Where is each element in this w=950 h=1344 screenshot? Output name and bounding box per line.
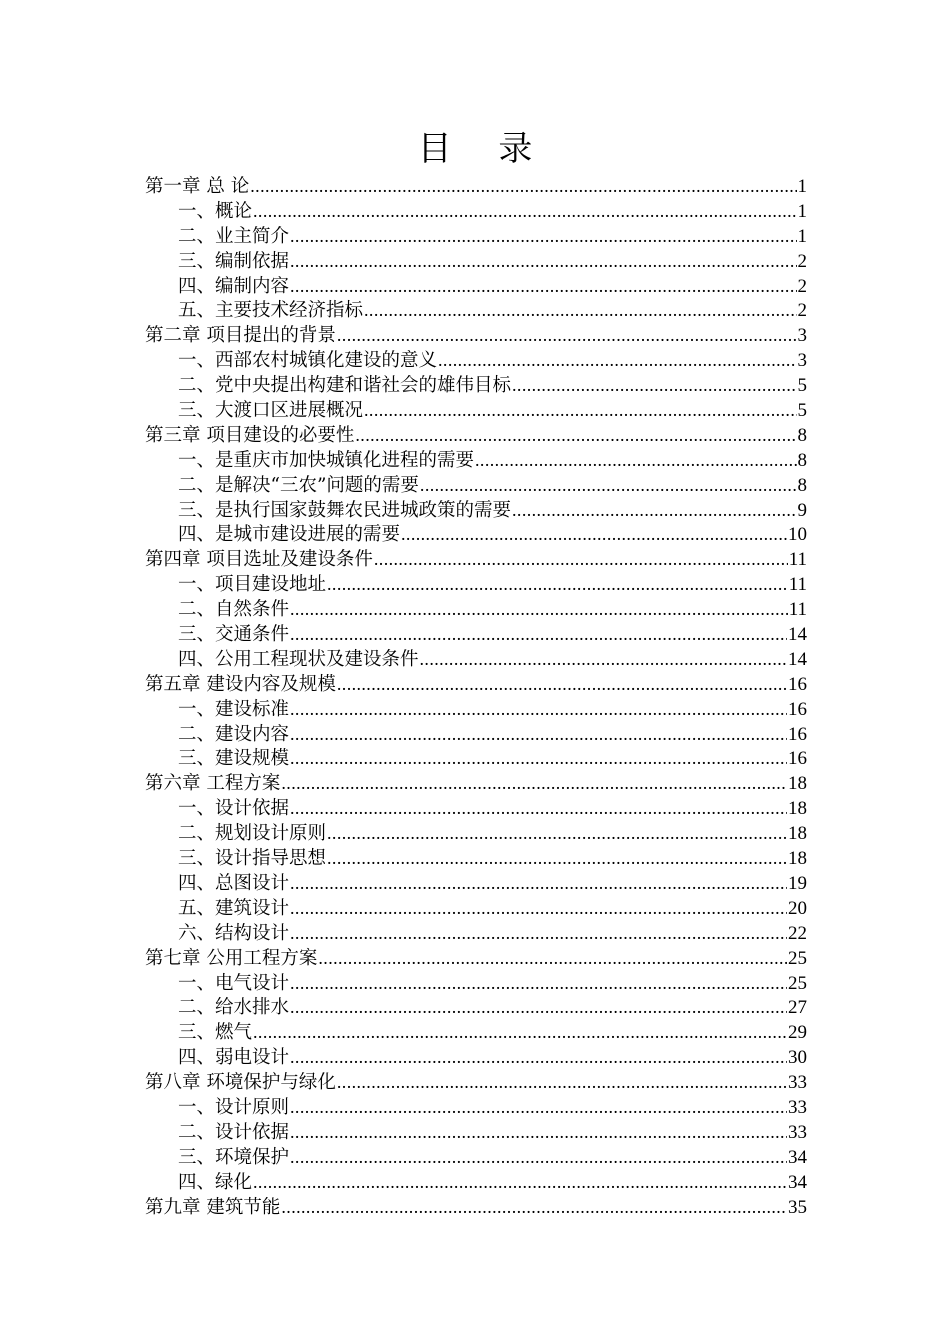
dot-leader bbox=[290, 1120, 787, 1145]
toc-entry-page-number: 8 bbox=[797, 474, 807, 496]
table-of-contents bbox=[145, 174, 807, 1219]
toc-entry-label: 一、项目建设地址 bbox=[178, 574, 327, 596]
dot-leader bbox=[318, 946, 787, 971]
toc-entry-label: 三、交通条件 bbox=[178, 624, 290, 646]
toc-chapter-entry[interactable] bbox=[145, 672, 807, 697]
toc-entry-label: 二、建设内容 bbox=[178, 723, 290, 745]
dot-leader bbox=[512, 373, 796, 398]
toc-entry-page-number: 33 bbox=[788, 1072, 807, 1094]
toc-chapter-entry[interactable] bbox=[145, 946, 807, 971]
toc-entry-label: 四、绿化 bbox=[178, 1171, 253, 1193]
dot-leader bbox=[420, 647, 787, 672]
toc-entry-page-number: 2 bbox=[797, 300, 807, 322]
toc-section-entry[interactable] bbox=[145, 896, 807, 921]
toc-section-entry[interactable] bbox=[145, 522, 807, 547]
toc-entry-label: 二、设计依据 bbox=[178, 1121, 290, 1143]
toc-entry-label: 一、建设标准 bbox=[178, 698, 290, 720]
toc-entry-page-number: 11 bbox=[788, 599, 807, 621]
dot-leader bbox=[290, 249, 796, 274]
toc-entry-page-number: 18 bbox=[788, 823, 807, 845]
toc-entry-page-number: 9 bbox=[797, 499, 807, 521]
toc-section-entry[interactable] bbox=[145, 921, 807, 946]
toc-entry-label: 三、编制依据 bbox=[178, 250, 290, 272]
toc-section-entry[interactable] bbox=[145, 448, 807, 473]
toc-section-entry[interactable] bbox=[145, 274, 807, 299]
dot-leader bbox=[337, 323, 797, 348]
toc-entry-label: 四、编制内容 bbox=[178, 275, 290, 297]
toc-entry-page-number: 14 bbox=[788, 624, 807, 646]
toc-entry-page-number: 33 bbox=[788, 1121, 807, 1143]
toc-section-entry[interactable] bbox=[145, 224, 807, 249]
toc-entry-page-number: 16 bbox=[788, 698, 807, 720]
toc-entry-label: 第五章 建设内容及规模 bbox=[145, 673, 336, 695]
toc-entry-label: 六、结构设计 bbox=[178, 922, 290, 944]
toc-entry-page-number: 11 bbox=[788, 549, 807, 571]
toc-entry-page-number: 16 bbox=[788, 748, 807, 770]
dot-leader bbox=[374, 547, 788, 572]
dot-leader bbox=[438, 348, 796, 373]
toc-entry-label: 第九章 建筑节能 bbox=[145, 1196, 281, 1218]
toc-entry-page-number: 25 bbox=[788, 972, 807, 994]
toc-entry-page-number: 5 bbox=[797, 400, 807, 422]
toc-entry-page-number: 27 bbox=[788, 997, 807, 1019]
dot-leader bbox=[337, 1070, 787, 1095]
toc-entry-page-number: 11 bbox=[788, 574, 807, 596]
toc-entry-page-number: 34 bbox=[788, 1146, 807, 1168]
toc-entry-label: 三、是执行国家鼓舞农民进城政策的需要 bbox=[178, 499, 512, 521]
dot-leader bbox=[281, 771, 787, 796]
dot-leader bbox=[290, 796, 787, 821]
toc-entry-page-number: 1 bbox=[797, 176, 807, 197]
toc-section-entry[interactable] bbox=[145, 398, 807, 423]
dot-leader bbox=[512, 498, 796, 523]
toc-entry-label: 第四章 项目选址及建设条件 bbox=[145, 549, 373, 571]
toc-entry-label: 四、公用工程现状及建设条件 bbox=[178, 648, 419, 670]
toc-section-entry[interactable] bbox=[145, 373, 807, 398]
toc-entry-label: 三、建设规模 bbox=[178, 748, 290, 770]
toc-chapter-entry[interactable] bbox=[145, 174, 807, 199]
toc-chapter-entry[interactable] bbox=[145, 1070, 807, 1095]
dot-leader bbox=[250, 174, 796, 199]
toc-entry-page-number: 10 bbox=[788, 524, 807, 546]
toc-entry-page-number: 5 bbox=[797, 375, 807, 397]
toc-entry-label: 第三章 项目建设的必要性 bbox=[145, 424, 355, 446]
toc-entry-label: 二、业主简介 bbox=[178, 225, 290, 247]
dot-leader bbox=[364, 398, 796, 423]
toc-entry-page-number: 34 bbox=[788, 1171, 807, 1193]
toc-section-entry[interactable] bbox=[145, 597, 807, 622]
toc-entry-label: 第六章 工程方案 bbox=[145, 773, 281, 795]
toc-section-entry[interactable] bbox=[145, 846, 807, 871]
dot-leader bbox=[290, 1095, 787, 1120]
toc-section-entry[interactable] bbox=[145, 622, 807, 647]
toc-entry-label: 二、是解决“三农”问题的需要 bbox=[178, 474, 419, 496]
toc-entry-page-number: 22 bbox=[788, 922, 807, 944]
dot-leader bbox=[253, 199, 796, 224]
dot-leader bbox=[290, 995, 787, 1020]
toc-entry-label: 三、环境保护 bbox=[178, 1146, 290, 1168]
toc-entry-label: 一、是重庆市加快城镇化进程的需要 bbox=[178, 449, 475, 471]
toc-entry-label: 一、西部农村城镇化建设的意义 bbox=[178, 350, 438, 372]
toc-section-entry[interactable] bbox=[145, 1095, 807, 1120]
toc-entry-label: 一、电气设计 bbox=[178, 972, 290, 994]
toc-entry-page-number: 8 bbox=[797, 424, 807, 446]
toc-section-entry[interactable] bbox=[145, 1170, 807, 1195]
toc-entry-label: 三、燃气 bbox=[178, 1022, 253, 1044]
toc-section-entry[interactable] bbox=[145, 746, 807, 771]
toc-entry-page-number: 20 bbox=[788, 897, 807, 919]
dot-leader bbox=[290, 722, 787, 747]
toc-entry-page-number: 33 bbox=[788, 1096, 807, 1118]
toc-entry-page-number: 18 bbox=[788, 773, 807, 795]
toc-entry-page-number: 16 bbox=[788, 723, 807, 745]
toc-section-entry[interactable] bbox=[145, 971, 807, 996]
dot-leader bbox=[290, 697, 787, 722]
dot-leader bbox=[290, 274, 796, 299]
toc-entry-label: 四、弱电设计 bbox=[178, 1047, 290, 1069]
dot-leader bbox=[290, 921, 787, 946]
dot-leader bbox=[290, 224, 796, 249]
toc-section-entry[interactable] bbox=[145, 498, 807, 523]
toc-section-entry[interactable] bbox=[145, 647, 807, 672]
toc-section-entry[interactable] bbox=[145, 1045, 807, 1070]
toc-entry-label: 四、是城市建设进展的需要 bbox=[178, 524, 401, 546]
dot-leader bbox=[401, 522, 787, 547]
toc-section-entry[interactable] bbox=[145, 697, 807, 722]
dot-leader bbox=[290, 971, 787, 996]
toc-entry-label: 四、总图设计 bbox=[178, 872, 290, 894]
toc-entry-page-number: 19 bbox=[788, 872, 807, 894]
dot-leader bbox=[290, 896, 787, 921]
dot-leader bbox=[253, 1170, 787, 1195]
toc-section-entry[interactable] bbox=[145, 199, 807, 224]
toc-entry-page-number: 16 bbox=[788, 673, 807, 695]
toc-entry-page-number: 2 bbox=[797, 275, 807, 297]
toc-section-entry[interactable] bbox=[145, 1020, 807, 1045]
toc-section-entry[interactable] bbox=[145, 1145, 807, 1170]
toc-chapter-entry[interactable] bbox=[145, 1195, 807, 1220]
toc-chapter-entry[interactable] bbox=[145, 547, 807, 572]
toc-chapter-entry[interactable] bbox=[145, 771, 807, 796]
toc-entry-page-number: 3 bbox=[797, 350, 807, 372]
toc-chapter-entry[interactable] bbox=[145, 423, 807, 448]
toc-entry-label: 第七章 公用工程方案 bbox=[145, 947, 318, 969]
dot-leader bbox=[290, 597, 788, 622]
toc-entry-label: 二、党中央提出构建和谐社会的雄伟目标 bbox=[178, 375, 512, 397]
dot-leader bbox=[290, 1145, 787, 1170]
dot-leader bbox=[355, 423, 796, 448]
dot-leader bbox=[337, 672, 787, 697]
toc-entry-page-number: 18 bbox=[788, 798, 807, 820]
toc-entry-label: 第二章 项目提出的背景 bbox=[145, 325, 336, 347]
toc-section-entry[interactable] bbox=[145, 821, 807, 846]
toc-entry-label: 三、设计指导思想 bbox=[178, 848, 327, 870]
toc-entry-label: 第一章 总 论 bbox=[145, 176, 250, 197]
toc-entry-label: 五、建筑设计 bbox=[178, 897, 290, 919]
toc-title: 目 录 bbox=[417, 129, 551, 169]
toc-entry-label: 二、规划设计原则 bbox=[178, 823, 327, 845]
toc-entry-page-number: 1 bbox=[797, 200, 807, 222]
toc-section-entry[interactable] bbox=[145, 473, 807, 498]
toc-section-entry[interactable] bbox=[145, 1120, 807, 1145]
toc-section-entry[interactable] bbox=[145, 298, 807, 323]
toc-entry-label: 一、概论 bbox=[178, 200, 253, 222]
dot-leader bbox=[327, 572, 788, 597]
dot-leader bbox=[290, 746, 787, 771]
toc-section-entry[interactable] bbox=[145, 722, 807, 747]
dot-leader bbox=[420, 473, 797, 498]
dot-leader bbox=[327, 846, 787, 871]
dot-leader bbox=[290, 622, 787, 647]
toc-entry-page-number: 2 bbox=[797, 250, 807, 272]
toc-section-entry[interactable] bbox=[145, 572, 807, 597]
toc-entry-page-number: 3 bbox=[797, 325, 807, 347]
toc-entry-label: 三、大渡口区进展概况 bbox=[178, 400, 364, 422]
toc-chapter-entry[interactable] bbox=[145, 323, 807, 348]
toc-entry-page-number: 18 bbox=[788, 848, 807, 870]
toc-entry-label: 一、设计依据 bbox=[178, 798, 290, 820]
dot-leader bbox=[290, 871, 787, 896]
toc-section-entry[interactable] bbox=[145, 796, 807, 821]
dot-leader bbox=[327, 821, 787, 846]
toc-entry-page-number: 35 bbox=[788, 1196, 807, 1218]
dot-leader bbox=[364, 298, 796, 323]
toc-section-entry[interactable] bbox=[145, 249, 807, 274]
dot-leader bbox=[253, 1020, 787, 1045]
toc-entry-label: 二、给水排水 bbox=[178, 997, 290, 1019]
toc-entry-label: 二、自然条件 bbox=[178, 599, 290, 621]
toc-entry-label: 五、主要技术经济指标 bbox=[178, 300, 364, 322]
toc-entry-label: 第八章 环境保护与绿化 bbox=[145, 1072, 336, 1094]
toc-entry-page-number: 30 bbox=[788, 1047, 807, 1069]
toc-entry-page-number: 25 bbox=[788, 947, 807, 969]
toc-entry-page-number: 29 bbox=[788, 1022, 807, 1044]
toc-section-entry[interactable] bbox=[145, 871, 807, 896]
toc-entry-page-number: 14 bbox=[788, 648, 807, 670]
toc-section-entry[interactable] bbox=[145, 348, 807, 373]
toc-entry-page-number: 8 bbox=[797, 449, 807, 471]
dot-leader bbox=[281, 1195, 787, 1220]
toc-entry-page-number: 1 bbox=[797, 225, 807, 247]
toc-section-entry[interactable] bbox=[145, 995, 807, 1020]
toc-entry-label: 一、设计原则 bbox=[178, 1096, 290, 1118]
dot-leader bbox=[290, 1045, 787, 1070]
dot-leader bbox=[475, 448, 796, 473]
